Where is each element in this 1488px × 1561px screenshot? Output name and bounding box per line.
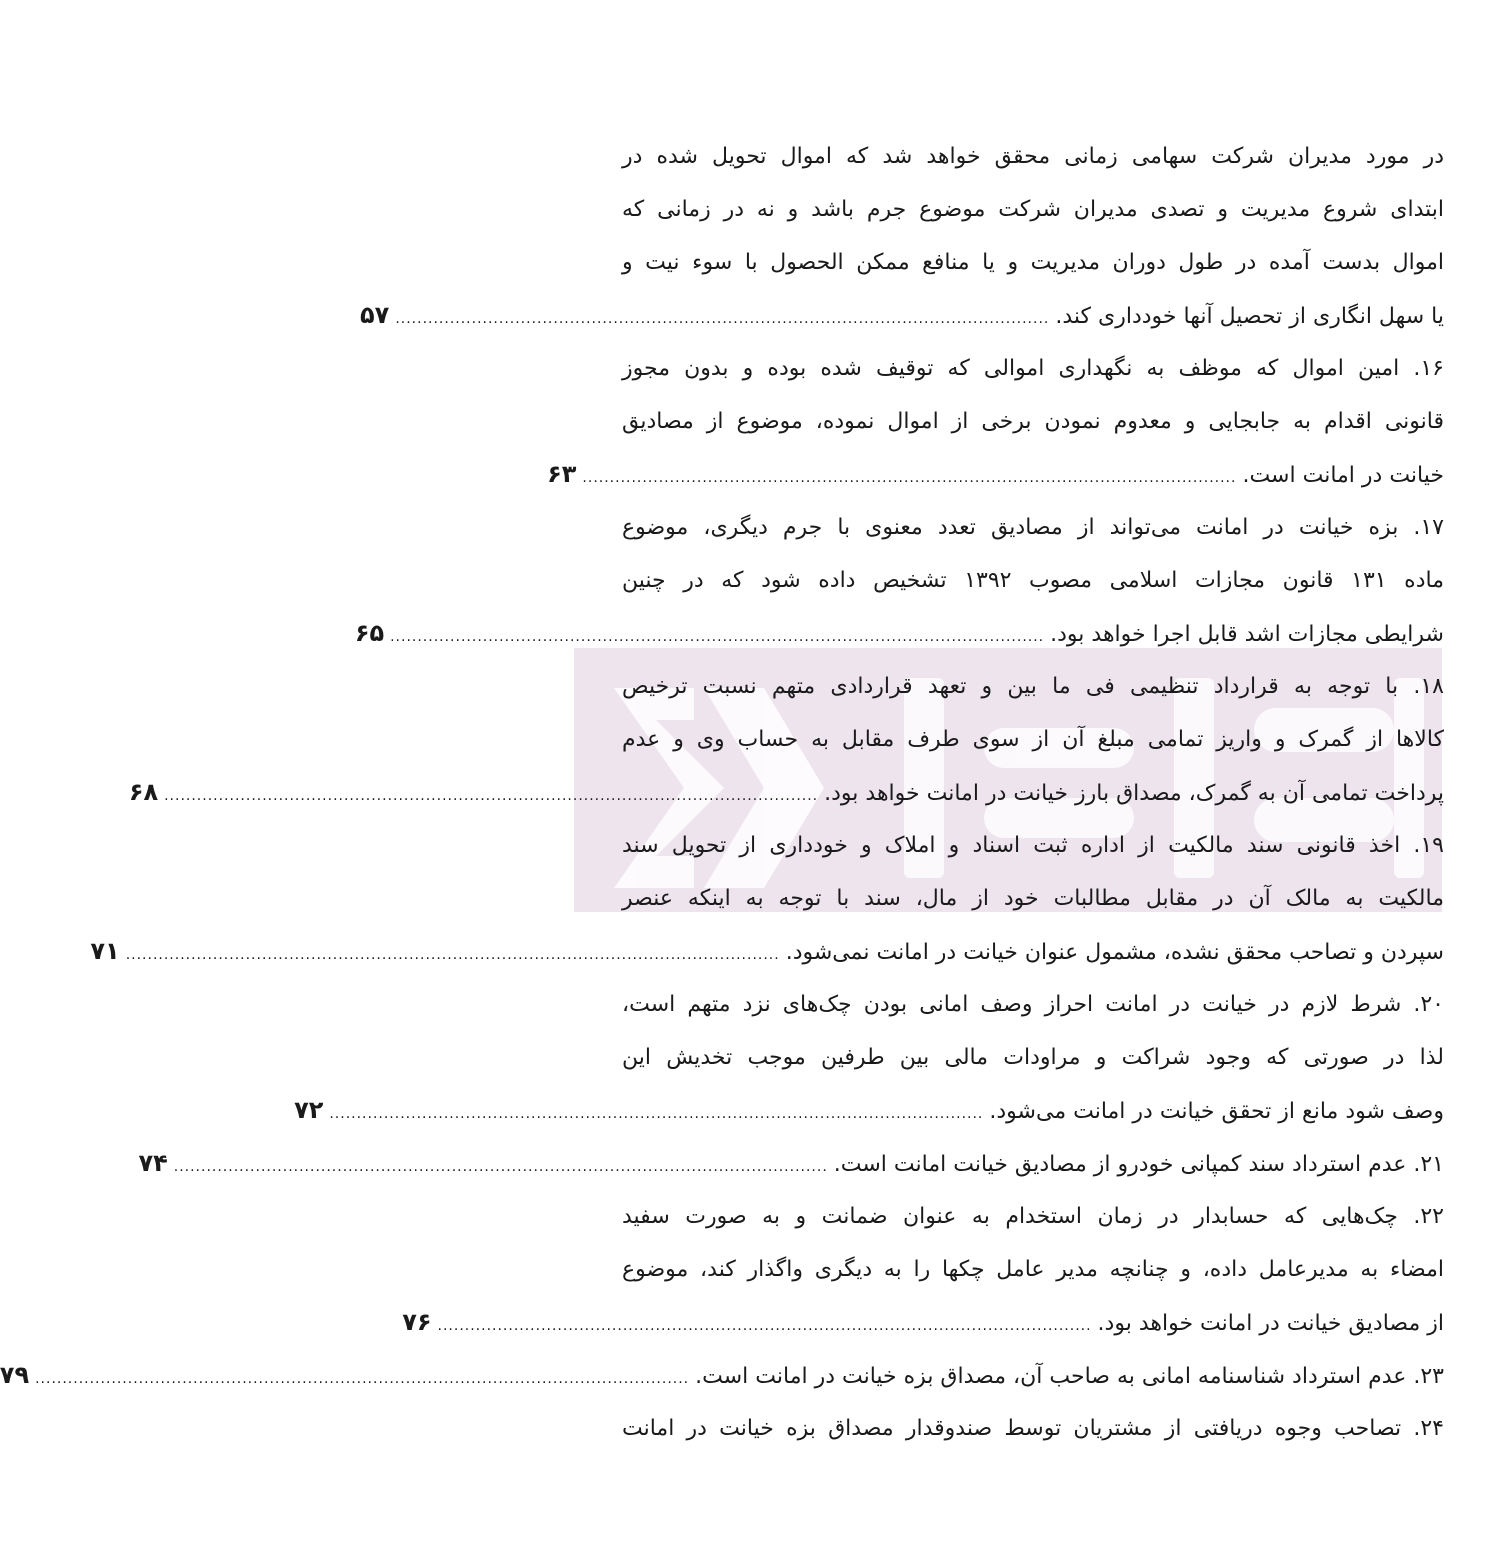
table-of-contents <box>0 130 1444 1455</box>
toc-entry-text: سپردن و تصاحب محقق نشده، مشمول عنوان خیانت در امانت نمی‌شود. <box>785 940 1444 965</box>
toc-entry-line: ۲۰. شرط لازم در خیانت در امانت احراز وصف امانی بودن چک‌های نزد متهم است، <box>622 992 1444 1017</box>
page-number: ۶۸ <box>128 778 159 806</box>
toc-entry-line: کالاها از گمرک و واریز تمامی مبلغ آن از سوی طرف مقابل به حساب وی و عدم <box>622 727 1444 752</box>
toc-entry-text: از مصادیق خیانت در امانت خواهد بود. <box>1097 1311 1444 1336</box>
toc-entry-text: ۲۱. عدم استرداد سند کمپانی خودرو از مصادیق خیانت امانت است. <box>833 1152 1444 1177</box>
toc-entry-text: خیانت در امانت است. <box>1242 463 1444 488</box>
toc-entry-text: شرایطی مجازات اشد قابل اجرا خواهد بود. <box>1050 622 1444 647</box>
toc-entry-text: ۲۳. عدم استرداد شناسنامه امانی به صاحب آن، مصداق بزه خیانت در امانت است. <box>695 1364 1444 1389</box>
toc-entry-last-line <box>354 607 1444 660</box>
toc-entry-line: مالکیت به مالک آن در مقابل مطالبات خود از مال، سند با توجه به اینکه عنصر <box>622 886 1444 911</box>
toc-entry <box>0 1349 1444 1402</box>
toc-entry-line: قانونی اقدام به جابجایی و معدوم نمودن برخی از اموال نموده، موضوع از مصادیق <box>622 409 1444 434</box>
toc-entry <box>360 130 1444 342</box>
dot-leader: ........................................................................................................................ <box>164 788 819 804</box>
toc-entry-line: ماده ۱۳۱ قانون مجازات اسلامی مصوب ۱۳۹۲ تشخیص داده شود که در چنین <box>622 568 1444 593</box>
dot-leader: ........................................................................................................................ <box>125 947 780 963</box>
dot-leader: ........................................................................................................................ <box>437 1318 1092 1334</box>
toc-entry-line: در مورد مدیران شرکت سهامی زمانی محقق خواهد شد که اموال تحویل شده در <box>622 144 1444 169</box>
toc-entry-last-line <box>547 448 1444 501</box>
toc-entry <box>90 819 1444 978</box>
dot-leader: ........................................................................................................................ <box>390 629 1045 645</box>
toc-entry-last-line <box>360 289 1444 342</box>
toc-entry-last-line <box>90 925 1444 978</box>
toc-entry-line: لذا در صورتی که وجود شراکت و مراودات مالی بین طرفین موجب تخدیش این <box>622 1045 1444 1070</box>
toc-entry-line: ابتدای شروع مدیریت و تصدی مدیران شرکت موضوع جرم باشد و نه در زمانی که <box>622 197 1444 222</box>
toc-entry-text: پرداخت تمامی آن به گمرک، مصداق بارز خیانت در امانت خواهد بود. <box>824 781 1444 806</box>
toc-entry-line: ۱۶. امین اموال که موظف به نگهداری اموالی که توقیف شده بوده و بدون مجوز <box>622 356 1444 381</box>
toc-entry-last-line <box>294 1084 1444 1137</box>
dot-leader: ........................................................................................................................ <box>395 311 1050 327</box>
page-number: ۶۵ <box>354 619 385 647</box>
toc-entry <box>622 1402 1444 1455</box>
page-number: ۶۳ <box>547 460 577 488</box>
dot-leader: ........................................................................................................................ <box>582 470 1237 486</box>
page-number: ۵۷ <box>360 301 390 329</box>
dot-leader: ........................................................................................................................ <box>35 1371 690 1387</box>
toc-entry-line: ۱۹. اخذ قانونی سند مالکیت از اداره ثبت اسناد و املاک و خودداری از تحویل سند <box>622 833 1444 858</box>
toc-entry-line: ۱۸. با توجه به قرارداد تنظیمی فی ما بین و تعهد قراردادی متهم نسبت ترخیص <box>622 674 1444 699</box>
toc-entry-line: ۲۴. تصاحب وجوه دریافتی از مشتریان توسط صندوقدار مصداق بزه خیانت در امانت <box>622 1416 1444 1441</box>
toc-entry-last-line <box>402 1296 1444 1349</box>
toc-entry-text: وصف شود مانع از تحقق خیانت در امانت می‌شود. <box>989 1099 1444 1124</box>
page-number: ۷۶ <box>402 1308 432 1336</box>
toc-entry-line: ۱۷. بزه خیانت در امانت می‌تواند از مصادیق تعدد معنوی با جرم دیگری، موضوع <box>622 515 1444 540</box>
toc-entry-last-line <box>128 766 1444 819</box>
toc-entry-last-line <box>138 1137 1444 1190</box>
page-number: ۷۲ <box>294 1096 324 1124</box>
dot-leader: ........................................................................................................................ <box>173 1159 828 1175</box>
toc-entry <box>128 660 1444 819</box>
toc-entry <box>138 1137 1444 1190</box>
toc-entry <box>354 501 1444 660</box>
toc-entry <box>547 342 1444 501</box>
page-number: ۷۱ <box>90 937 120 965</box>
toc-entry-last-line <box>0 1349 1444 1402</box>
page-number: ۷۹ <box>0 1361 30 1389</box>
toc-entry-line: ۲۲. چک‌هایی که حسابدار در زمان استخدام به عنوان ضمانت و به صورت سفید <box>622 1204 1444 1229</box>
page-number: ۷۴ <box>138 1149 168 1177</box>
toc-entry-text: یا سهل انگاری از تحصیل آنها خودداری کند. <box>1055 304 1444 329</box>
dot-leader: ........................................................................................................................ <box>329 1106 984 1122</box>
toc-entry <box>294 978 1444 1137</box>
toc-entry-line: امضاء به مدیرعامل داده، و چنانچه مدیر عامل چکها را به دیگری واگذار کند، موضوع <box>622 1257 1444 1282</box>
toc-entry <box>402 1190 1444 1349</box>
toc-entry-line: اموال بدست آمده در طول دوران مدیریت و یا منافع ممکن الحصول با سوء نیت و <box>622 250 1444 275</box>
